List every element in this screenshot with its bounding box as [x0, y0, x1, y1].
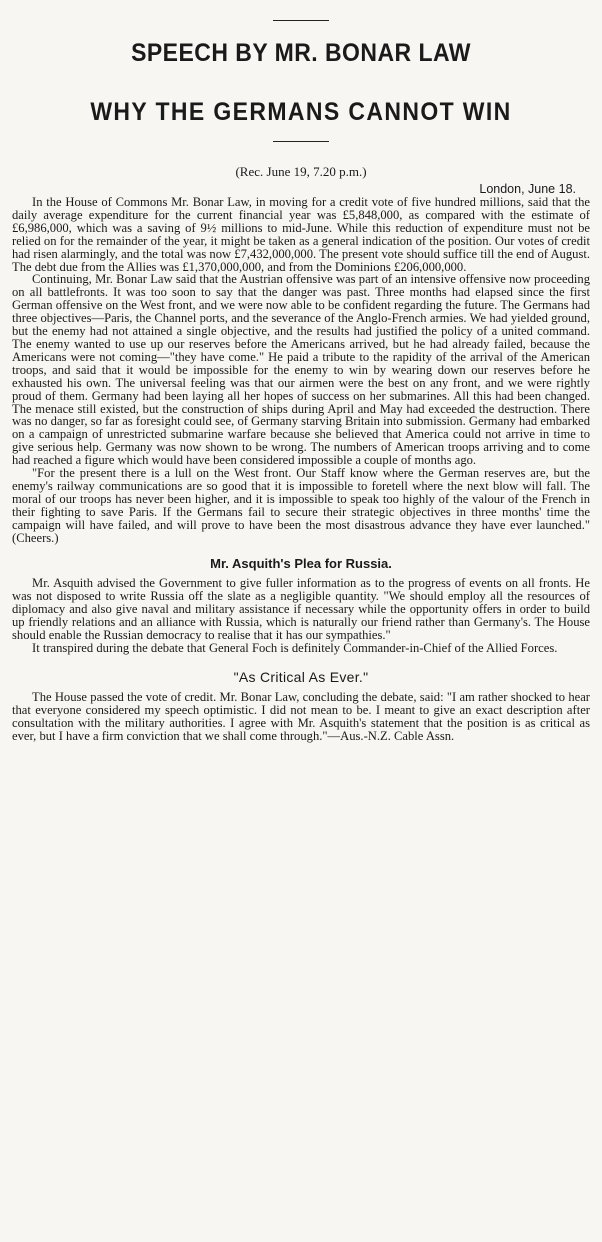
paragraph: "For the present there is a lull on the West front. Our Staff know where the German reserves are, but the enemy's railway communications are so good that it is impossible to foretell where the next blow will fall. The moral of our troops has never been higher, and it is impossible to speak too highly of the valour of the French in their fighting to save Paris. If the Germans fail to secure their strategic objectives in three months' time the campaign will have failed, and will prove to have been the most disastrous advance they have ever launched." (Cheers.): [12, 466, 590, 545]
section-heading: Mr. Asquith's Plea for Russia.: [210, 556, 392, 572]
divider-rule: [273, 141, 329, 142]
section-heading: "As Critical As Ever.": [233, 668, 369, 685]
top-rule: [273, 20, 329, 21]
paragraph: Continuing, Mr. Bonar Law said that the Austrian offensive was part of an intensive offensive now proceeding on all battlefronts. It was too soon to say that the danger was past. Three months had elapsed since the first German offensive on the West front, and we were now able to be confident regarding the future. The Germans had three objectives—Paris, the Channel ports, and the severance of the Anglo-French armies. We had yielded ground, but the enemy had not attained a single objective, and the results had justified the policy of a united command. The enemy wanted to use up our reserves before the Americans arrived, but he had already failed, because the Americans were not coming—"they have come." He paid a tribute to the rapidity of the arrival of the American troops, and said that it would be impossible for the enemy to win by wearing down our reserves before he exhausted his own. The universal feeling was that our airmen were the best on any front, and we were rightly proud of them. Germany had been laying all her hopes of success on her submarines. All this had been changed. The menace still existed, but the construction of ships during April and May had exceeded the destruction. There was no danger, so far as foresight could see, of Germany starving Britain into submission. Germany had embarked on a campaign of unrestricted submarine warfare because she believed that America could not arrive in time to give serious help. Germany was now shown to be wrong. The numbers of American troops arriving and to come had reached a figure which would have been considered impossible a couple of months ago.: [12, 272, 590, 468]
subheadline: WHY THE GERMANS CANNOT WIN: [90, 98, 512, 126]
dateline: London, June 18.: [479, 182, 576, 196]
newspaper-column: [0, 20, 602, 1242]
received-note: (Rec. June 19, 7.20 p.m.): [235, 164, 367, 179]
paragraph: In the House of Commons Mr. Bonar Law, in moving for a credit vote of five hundred millions, said that the daily average expenditure for the current financial year was £5,848,000, as compared with the estimate of £6,986,000, which was a saving of 9½ millions to mid-June. While this reduction of expenditure must not be relied on for the remainder of the year, it might be taken as a general indication of the position. Our votes of credit had risen alarmingly, and the total was now £7,432,000,000. The present vote should suffice till the end of August. The debt due from the Allies was £1,370,000,000, and from the Dominions £206,000,000.: [12, 195, 590, 274]
headline: SPEECH BY MR. BONAR LAW: [131, 39, 471, 67]
paragraph: Mr. Asquith advised the Government to give fuller information as to the progress of events on all fronts. He was not disposed to write Russia off the slate as a negligible quantity. "We should employ all the resources of diplomacy and also give naval and military assistance if necessary while the opportunity offers in order to build up friendly relations and an alliance with Russia, which is naturally our friend rather than Germany's. The House should enable the Russian democracy to realise that it has our sympathies.": [12, 576, 590, 643]
paragraph: The House passed the vote of credit. Mr. Bonar Law, concluding the debate, said: "I am rather shocked to hear that everyone considered my speech optimistic. I did not mean to be. I meant to give an exact description after consultation with the military authorities. I agree with Mr. Asquith's statement that the position is as critical as ever, but I have a firm conviction that we shall come through."—Aus.-N.Z. Cable Assn.: [12, 689, 590, 743]
paragraph: It transpired during the debate that General Foch is definitely Commander-in-Chief of the Allied Forces.: [32, 641, 558, 655]
